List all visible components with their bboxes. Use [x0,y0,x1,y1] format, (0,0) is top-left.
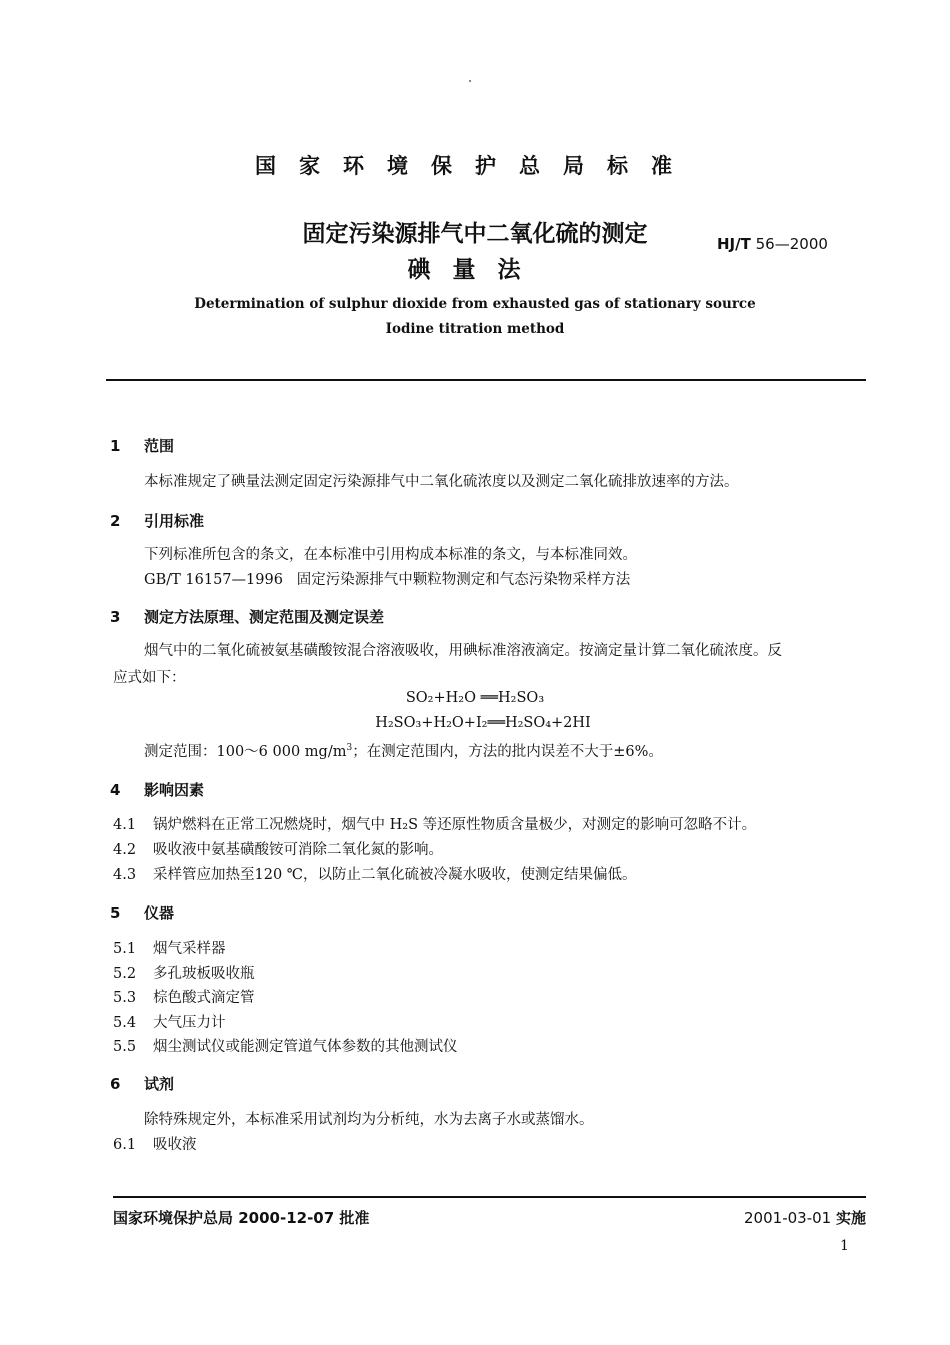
document-subtitle: 碘量法 [407,257,543,283]
standard-code [717,235,828,253]
english-subtitle: Iodine titration method [385,321,565,337]
implementation-line [744,1207,866,1228]
section-2-text: 下列标准所包含的条文，在本标准中引用构成本标准的条文，与本标准同效。 [144,547,637,563]
item-number: 5.4 [113,1015,137,1031]
item-number: 4.1 [113,817,137,833]
section-1-text: 本标准规定了碘量法测定固定污染源排气中二氧化硫浓度以及测定二氧化硫排放速率的方法。 [144,474,739,490]
document-title: 固定污染源排气中二氧化硫的测定 [302,221,648,247]
section-title: 引用标准 [144,512,205,530]
section-6-text: 除特殊规定外，本标准采用试剂均为分析纯，水为去离子水或蒸馏水。 [144,1112,594,1128]
standard-code-number: 56—2000 [755,235,828,253]
implementation-label: 实施 [835,1209,866,1227]
list-item [113,863,637,884]
reaction-equation-2: H₂SO₃+H₂O+I₂══H₂SO₄+2HI [375,715,591,731]
item-number: 4.2 [113,842,137,858]
section-title: 试剂 [144,1075,175,1093]
reaction-equation-1: SO₂+H₂O ══H₂SO₃ [405,690,545,706]
approval-line: 国家环境保护总局 2000-12-07 批准 [113,1209,370,1227]
item-text: 棕色酸式滴定管 [153,990,255,1006]
section-title: 仪器 [144,904,175,922]
list-item [113,1011,226,1032]
referenced-standard-title: 固定污染源排气中颗粒物测定和气态污染物采样方法 [296,572,631,588]
measurement-range-suffix: ；在测定范围内，方法的批内误差不大于±6%。 [352,744,663,760]
english-title: Determination of sulphur dioxide from exhausted gas of stationary source [194,296,756,312]
header-divider [106,379,866,381]
item-number: 5.3 [113,990,137,1006]
section-3-heading [110,606,384,627]
agency-heading: 国家环境保护总局标准 [255,154,695,178]
list-item [113,838,443,859]
list-item [113,813,756,834]
list-item [113,1133,197,1154]
section-number: 6 [110,1075,121,1093]
referenced-standard [144,568,630,589]
item-text: 烟尘测试仪或能测定管道气体参数的其他测试仪 [153,1039,458,1055]
item-number: 4.3 [113,867,137,883]
item-number: 5.5 [113,1039,137,1055]
item-text: 烟气采样器 [153,941,226,957]
section-4-heading [110,779,204,800]
section-title: 影响因素 [144,781,205,799]
section-3-text-line1: 烟气中的二氧化硫被氨基磺酸铵混合溶液吸收，用碘标准溶液滴定。按滴定量计算二氧化硫浓度。反 [144,643,782,659]
section-title: 测定方法原理、测定范围及测定误差 [144,608,385,626]
unit-superscript: 3 [346,743,353,754]
footer-divider [113,1196,866,1198]
measurement-range [144,740,663,761]
item-text: 大气压力计 [153,1015,226,1031]
list-item [113,1035,458,1056]
item-number: 6.1 [113,1137,137,1153]
item-number: 5.1 [113,941,137,957]
item-text: 吸收液中氨基磺酸铵可消除二氧化氮的影响。 [153,842,443,858]
section-6-heading [110,1073,174,1094]
section-number: 2 [110,512,121,530]
section-2-heading [110,510,204,531]
list-item [113,962,255,983]
list-item [113,986,255,1007]
list-item [113,937,226,958]
section-number: 1 [110,437,121,455]
item-number: 5.2 [113,966,137,982]
scan-speck [469,80,471,82]
section-1-heading [110,435,174,456]
item-text: 多孔玻板吸收瓶 [153,966,255,982]
referenced-standard-code: GB/T 16157—1996 [144,572,283,588]
implementation-date: 2001-03-01 [744,1209,832,1227]
item-text: 锅炉燃料在正常工况燃烧时，烟气中 H₂S 等还原性物质含量极少，对测定的影响可忽略不计。 [153,817,757,833]
page-number: 1 [840,1238,849,1254]
section-number: 4 [110,781,121,799]
section-number: 3 [110,608,121,626]
section-number: 5 [110,904,121,922]
measurement-range-prefix: 测定范围：100～6 000 mg/m [144,744,347,760]
section-title: 范围 [144,437,175,455]
item-text: 采样管应加热至120 ℃，以防止二氧化硫被冷凝水吸收，使测定结果偏低。 [153,867,637,883]
standard-code-prefix: HJ/T [717,235,751,253]
section-3-text-line2: 应式如下： [113,670,186,686]
item-text: 吸收液 [153,1137,197,1153]
section-5-heading [110,902,174,923]
